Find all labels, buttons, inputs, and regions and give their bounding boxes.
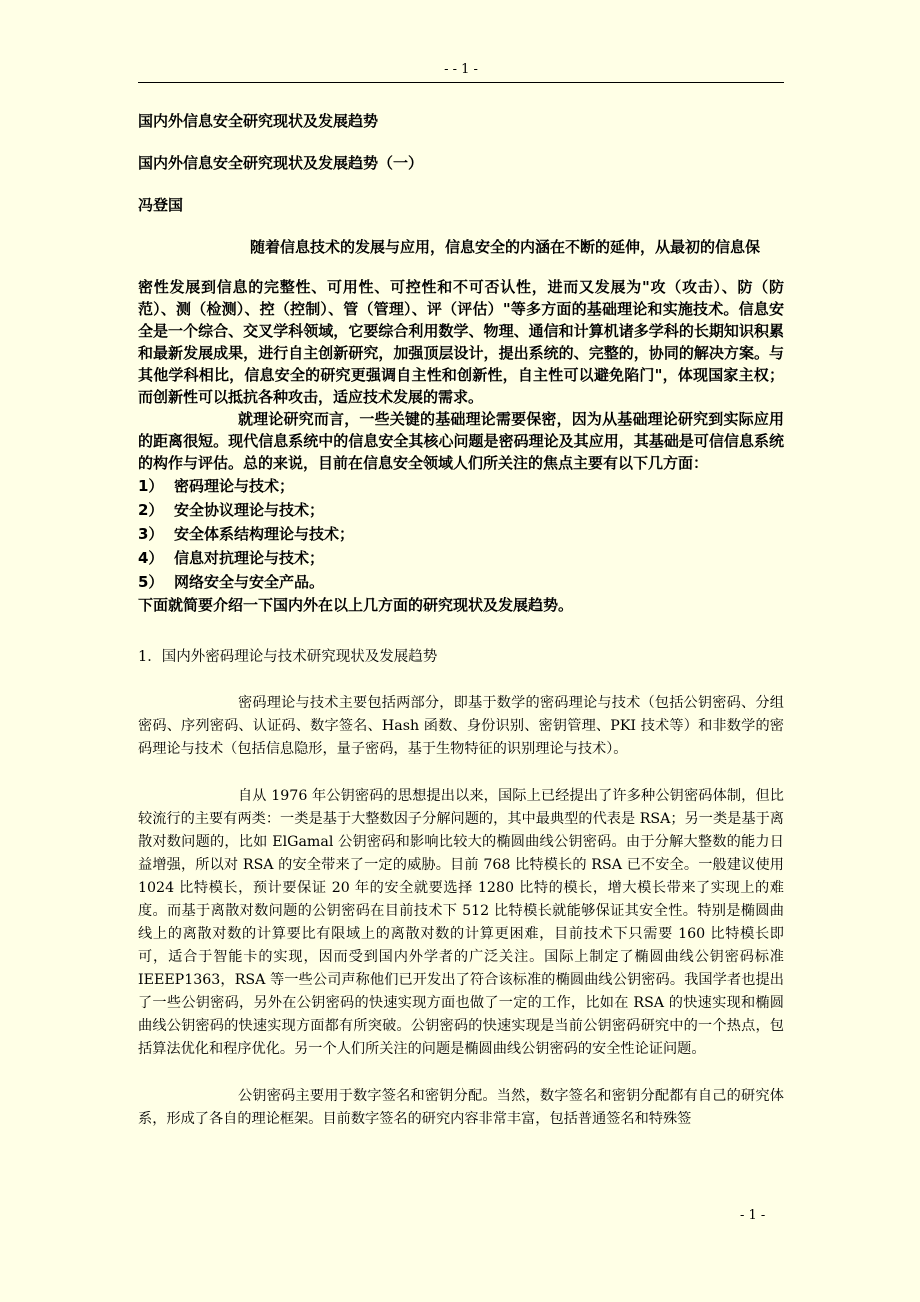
list-item xyxy=(138,546,784,570)
list-item xyxy=(138,570,784,594)
page-header-number: - - 1 - xyxy=(444,62,478,77)
list-item-text: 信息对抗理论与技术； xyxy=(174,549,325,567)
intro-paragraph-2: 就理论研究而言，一些关键的基础理论需要保密，因为从基础理论研究到实际应用的距离很短。现代信息系统中的信息安全其核心问题是密码理论及其应用，其基础是可信信息系统的构作与评估。总的来说，目前在信息安全领域人们所关注的焦点主要有以下几方面： xyxy=(138,410,784,472)
list-item-number: 5） xyxy=(138,573,164,591)
list-item-number: 1） xyxy=(138,477,164,495)
list-item-text: 安全体系结构理论与技术； xyxy=(174,525,355,543)
list-item-number: 3） xyxy=(138,525,164,543)
section-1-paragraph-1: 密码理论与技术主要包括两部分，即基于数学的密码理论与技术（包括公钥密码、分组密码、序列密码、认证码、数字签名、Hash 函数、身份识别、密钥管理、PKI 技术等）和非数学的密码理论与技术（包括信息隐形，量子密码，基于生物特征的识别理论与技术）。 xyxy=(138,695,784,757)
document-title: 国内外信息安全研究现状及发展趋势 xyxy=(138,112,379,130)
section-1-heading: 1．国内外密码理论与技术研究现状及发展趋势 xyxy=(138,649,438,665)
author-name: 冯登国 xyxy=(138,196,184,214)
section-1-paragraph-3: 公钥密码主要用于数字签名和密钥分配。当然，数字签名和密钥分配都有自己的研究体系，形成了各自的理论框架。目前数字签名的研究内容非常丰富，包括普通签名和特殊签 xyxy=(138,1088,784,1127)
header-rule xyxy=(138,82,784,83)
document-subtitle: 国内外信息安全研究现状及发展趋势（一） xyxy=(138,154,424,172)
intro-closing: 下面就简要介绍一下国内外在以上几方面的研究现状及发展趋势。 xyxy=(138,596,574,614)
list-item-text: 安全协议理论与技术； xyxy=(174,501,325,519)
section-1-paragraph-2: 自从 1976 年公钥密码的思想提出以来，国际上已经提出了许多种公钥密码体制，但比较流行的主要有两类：一类是基于大整数因子分解问题的，其中最典型的代表是 RSA；另一类是基于离散对数问题的，比如 ElGamal 公钥密码和影响比较大的椭圆曲线公钥密码。由于分解大整数的能力日益增强，所以对 RSA 的安全带来了一定的威胁。目前 768 比特模长的 RSA 已不安全。一般建议使用 1024 比特模长，预计要保证 20 年的安全就要选择 1280 比特的模长，增大模长带来了实现上的难度。而基于离散对数问题的公钥密码在目前技术下 512 比特模长就能够保证其安全性。特别是椭圆曲线上的离散对数的计算要比有限域上的离散对数的计算更困难，目前技术下只需要 160 比特模长即可，适合于智能卡的实现，因而受到国内外学者的广泛关注。国际上制定了椭圆曲线公钥密码标准 IEEEP1363，RSA 等一些公司声称他们已开发出了符合该标准的椭圆曲线公钥密码。我国学者也提出了一些公钥密码，另外在公钥密码的快速实现方面也做了一定的工作，比如在 RSA 的快速实现和椭圆曲线公钥密码的快速实现方面都有所突破。公钥密码的快速实现是当前公钥密码研究中的一个热点，包括算法优化和程序优化。另一个人们所关注的问题是椭圆曲线公钥密码的安全性论证问题。 xyxy=(138,788,784,1057)
list-item xyxy=(138,498,784,522)
list-item-number: 4） xyxy=(138,549,164,567)
list-item xyxy=(138,474,784,498)
intro-paragraph-1-first-line: 随着信息技术的发展与应用，信息安全的内涵在不断的延伸，从最初的信息保 xyxy=(250,238,761,256)
intro-paragraph-1 xyxy=(138,236,784,408)
list-item xyxy=(138,522,784,546)
list-item-number: 2） xyxy=(138,501,164,519)
list-item-text: 密码理论与技术； xyxy=(174,477,295,495)
focus-list xyxy=(138,474,784,594)
page-footer-number: - 1 - xyxy=(740,1208,766,1223)
document-body xyxy=(138,110,784,1131)
list-item-text: 网络安全与安全产品。 xyxy=(174,573,325,591)
intro-paragraph-1-rest: 密性发展到信息的完整性、可用性、可控性和不可否认性，进而又发展为"攻（攻击）、防（防范）、测（检测）、控（控制）、管（管理）、评（评估）"等多方面的基础理论和实施技术。信息安全是一个综合、交叉学科领域，它要综合利用数学、物理、通信和计算机诸多学科的长期知识积累和最新发展成果，进行自主创新研究，加强顶层设计，提出系统的、完整的，协同的解决方案。与其他学科相比，信息安全的研究更强调自主性和创新性，自主性可以避免陷门"，体现国家主权；而创新性可以抵抗各种攻击，适应技术发展的需求。 xyxy=(138,278,784,406)
